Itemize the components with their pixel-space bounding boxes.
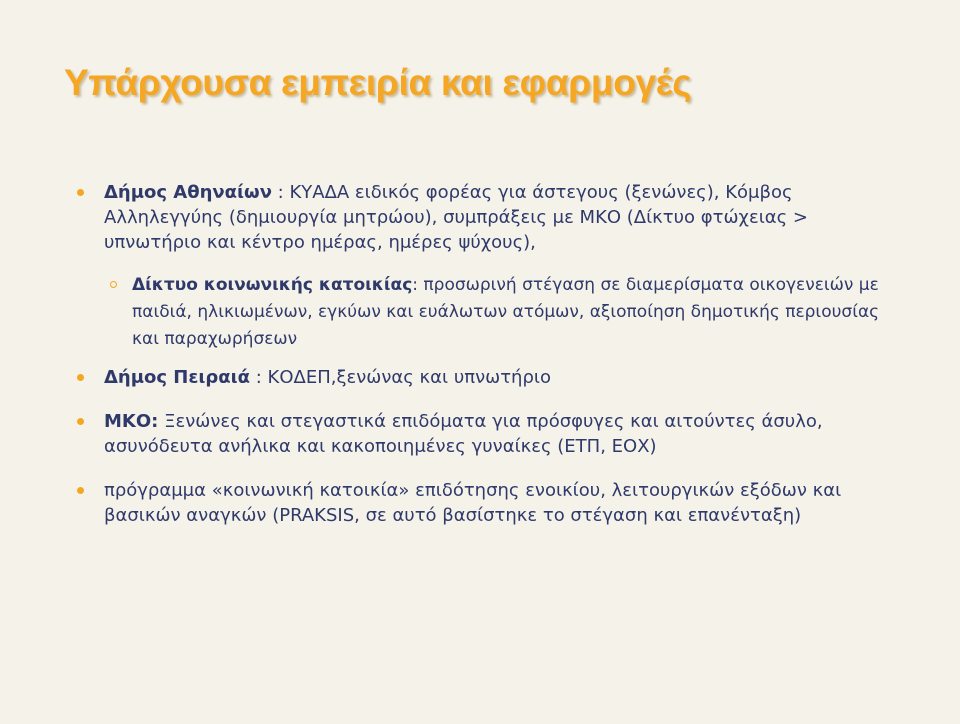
bullet-heading: Δίκτυο κοινωνικής κατοικίας	[132, 275, 413, 295]
hollow-bullet-icon	[110, 281, 117, 288]
bullet-item-ngo	[72, 409, 902, 459]
bullet-text: : ΚΥΑΔΑ ειδικός φορέας για άστεγους (ξενώνες), Κόμβος Αλληλεγγύης (δημιουργία μητρώου), συμπράξεις με ΜΚΟ (Δίκτυο φτώχειας > υπνωτήριο και κέντρο ημέρας, ημέρες ψύχους),	[104, 182, 809, 253]
bullet-text: : προσωρινή στέγαση σε διαμερίσματα οικογενειών με παιδιά, ηλικιωμένων, εγκύων και ευάλωτων ατόμων, αξιοποίηση δημοτικής περιουσίας και παραχωρήσεων	[132, 275, 880, 349]
slide-title: Υπάρχουσα εμπειρία και εφαρμογές	[64, 62, 692, 103]
bullet-heading: Δήμος Πειραιά	[104, 367, 251, 388]
bullet-dot-icon	[77, 374, 84, 381]
bullet-list	[72, 180, 902, 542]
bullet-text: : ΚΟΔΕΠ,ξενώνας και υπνωτήριο	[250, 367, 551, 388]
bullet-text: πρόγραμμα «κοινωνική κατοικία» επιδότησης ενοικίου, λειτουργικών εξόδων και βασικών αναγκών (PRAKSIS, σε αυτό βασίστηκε το στέγαση και επανένταξη)	[104, 480, 842, 526]
bullet-text: Ξενώνες και στεγαστικά επιδόματα για πρόσφυγες και αιτούντες άσυλο, ασυνόδευτα ανήλικα και κακοποιημένες γυναίκες (ΕΤΠ, ΕΟΧ)	[104, 411, 823, 457]
sub-bullet-item-social-housing	[110, 272, 902, 353]
bullet-heading: Δήμος Αθηναίων	[104, 182, 272, 203]
bullet-item-athens	[72, 180, 902, 255]
bullet-dot-icon	[77, 418, 84, 425]
bullet-heading: ΜΚΟ:	[104, 411, 159, 432]
bullet-dot-icon	[77, 189, 84, 196]
bullet-item-piraeus	[72, 365, 902, 390]
bullet-dot-icon	[77, 487, 84, 494]
bullet-item-program	[72, 478, 902, 528]
